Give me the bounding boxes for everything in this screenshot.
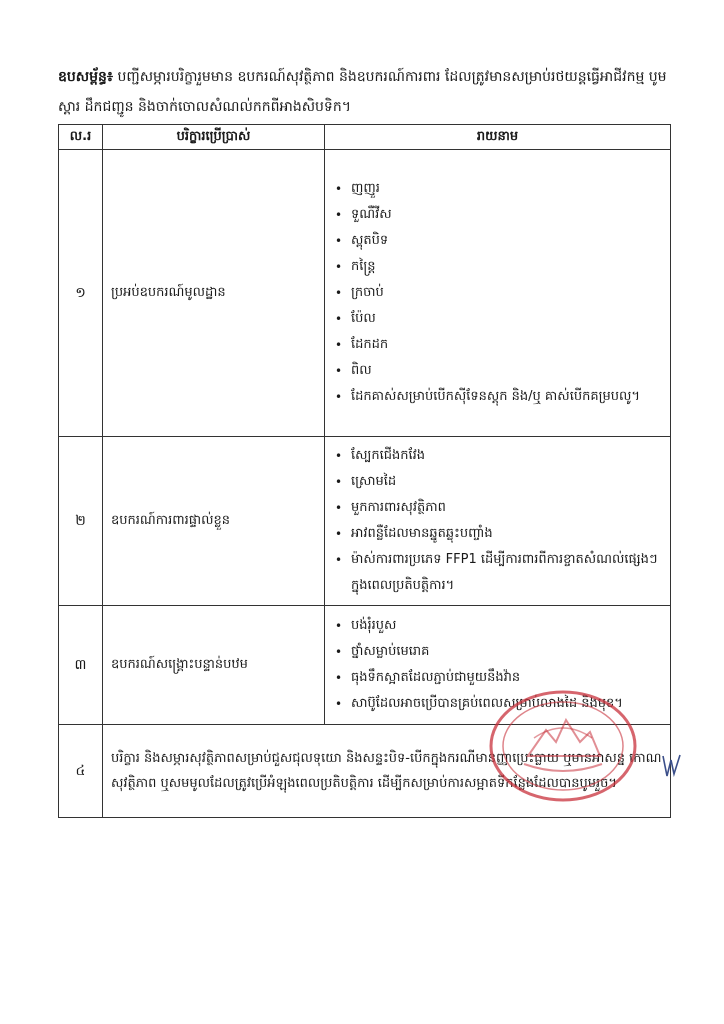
row-category: ឧបករណ៍ការពារផ្ទាល់ខ្លួន [103, 437, 325, 606]
bullet-icon: • [335, 697, 343, 711]
intro-paragraph [58, 62, 670, 122]
bullet-icon: • [335, 619, 343, 633]
list-item: • សាប៊ូដែលអាចប្រើបានគ្រប់ពេលសម្រាប់លាងដៃ និងមុខ។ [335, 691, 662, 717]
row-number: ៣ [59, 606, 103, 725]
item-list [335, 176, 662, 410]
bullet-icon: • [335, 208, 343, 222]
bullet-icon: • [335, 312, 343, 326]
row-number: ៤ [59, 725, 103, 818]
header-items: រាយនាម [325, 125, 671, 150]
list-item: • ពិល [335, 358, 662, 384]
row-number: ១ [59, 150, 103, 437]
bullet-icon: • [335, 449, 343, 463]
seal-rings [491, 692, 635, 800]
table-row [59, 437, 671, 606]
header-equipment: បរិក្ខារប្រើប្រាស់ [103, 125, 325, 150]
header-number: ល.រ [59, 125, 103, 150]
bullet-icon: • [335, 671, 343, 685]
list-item: • មួកការពារសុវត្ថិភាព [335, 495, 662, 521]
bullet-icon: • [335, 390, 343, 404]
list-item: • ម៉ាស់ការពារប្រភេទ FFP1 ដើម្បីការពារពីការខ្ចាតសំណល់ផ្សេងៗក្នុងពេលប្រតិបត្តិការ។ [335, 547, 662, 599]
bullet-icon: • [335, 364, 343, 378]
intro-text: បញ្ជីសម្ភារបរិក្ខារួមមាន ឧបករណ៍សុវត្ថិភាព និងឧបករណ៍ការពារ ដែលត្រូវមានសម្រាប់រថយន្តធ្វើអាជីវកម្ម បូមស្តារ ដឹកជញ្ជូន និងចាក់ចោលសំណល់កកពីអាងសិបទិក។ [58, 69, 667, 115]
row-items [325, 437, 671, 606]
official-seal-stamp [488, 690, 638, 802]
list-item: • បង់រុំរបួស [335, 613, 662, 639]
row-category: ប្រអប់ឧបករណ៍មូលដ្ឋាន [103, 150, 325, 437]
bullet-icon: • [335, 182, 343, 196]
row-items [325, 150, 671, 437]
list-item: • ធុងទឹកស្អាតដែលភ្ជាប់ជាមួយនឹងវ៉ាន [335, 665, 662, 691]
row-number: ២ [59, 437, 103, 606]
list-item: • កន្ត្រៃ [335, 254, 662, 280]
bullet-icon: • [335, 286, 343, 300]
list-item: • ដែកគាស់សម្រាប់បើកស៊ីទែនស្តុក និង/ឬ គាស់បើកគម្របលូ។ [335, 384, 662, 410]
annex-label: ឧបសម្ព័ន្ធ៖ [58, 69, 114, 85]
item-list [335, 443, 662, 599]
list-item: • ស្ពុតបិទ [335, 228, 662, 254]
row-category: ឧបករណ៍សង្គ្រោះបន្ទាន់បឋម [103, 606, 325, 725]
list-item: • ទួណឺវីស [335, 202, 662, 228]
table-header-row [59, 125, 671, 150]
bullet-icon: • [335, 234, 343, 248]
bullet-icon: • [335, 527, 343, 541]
list-item: • អាវពន្លឺដែលមានឆ្នូតឆ្លុះបញ្ចាំង [335, 521, 662, 547]
bullet-icon: • [335, 501, 343, 515]
list-item: • ស្រោមដៃ [335, 469, 662, 495]
list-item: • ថ្នាំសម្លាប់មេរោគ [335, 639, 662, 665]
list-item: • ញញួរ [335, 176, 662, 202]
bullet-icon: • [335, 260, 343, 274]
list-item: • ស្បែកជើងកវែង [335, 443, 662, 469]
bullet-icon: • [335, 553, 343, 567]
list-item: • ប៉ែល [335, 306, 662, 332]
row-note: បរិក្ខារ និងសម្ភារសុវត្ថិភាពសម្រាប់ជួសជុលទុយោ និងសន្ទះបិទ-បើកក្នុងករណីមានញ្ញាប្រេះធ្លាយ ឬមានអាសន្ន កោណសុវត្ថិភាព ឬសមមូលដែលត្រូវប្រើអំឡុងពេលប្រតិបត្តិការ ដើម្បីកសម្រាប់ការសម្អាតទីកន្លែងដែលបានបូមរួច។ [103, 725, 671, 818]
bullet-icon: • [335, 475, 343, 489]
bullet-icon: • [335, 645, 343, 659]
table-row [59, 150, 671, 437]
bullet-icon: • [335, 338, 343, 352]
list-item: • ដែកដក [335, 332, 662, 358]
list-item: • ក្រចាប់ [335, 280, 662, 306]
signature-mark [660, 752, 684, 782]
